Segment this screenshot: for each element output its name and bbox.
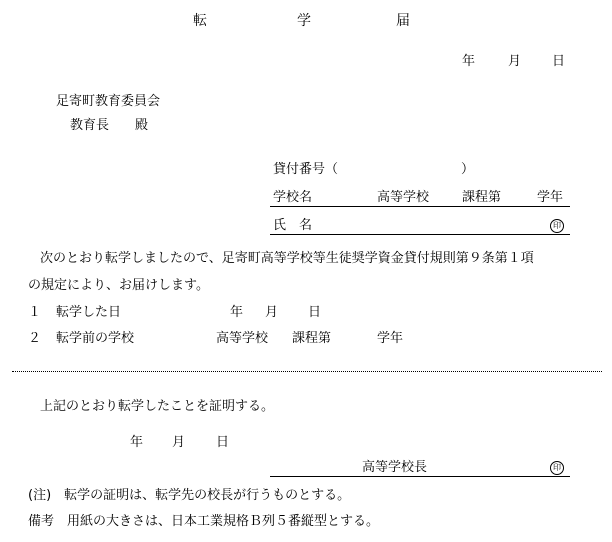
remark-text: 備考 用紙の大きさは、日本工業規格Ｂ列５番縦型とする。 xyxy=(28,514,380,529)
applicant-course: 課程第 xyxy=(462,190,502,205)
body-text-line2: の規定により、お届けします。 xyxy=(28,278,209,293)
item-1-year: 年 xyxy=(230,305,244,320)
name-label: 氏 名 xyxy=(273,218,313,233)
item-2-course: 課程第 xyxy=(292,331,332,346)
loan-number-label: 貸付番号（ xyxy=(273,162,339,177)
item-2-high-school: 高等学校 xyxy=(216,331,269,346)
top-date-month: 月 xyxy=(508,54,522,69)
principal-label: 高等学校長 xyxy=(362,460,428,475)
school-name-underline xyxy=(270,206,570,207)
top-date-day: 日 xyxy=(552,54,566,69)
item-1-day: 日 xyxy=(308,305,322,320)
item-1-month: 月 xyxy=(265,305,279,320)
body-text-line1: 次のとおり転学しましたので、足寄町高等学校等生徒奨学資金貸付規則第９条第１項 xyxy=(40,251,534,266)
certification-year: 年 xyxy=(130,435,144,450)
item-1-number: １ xyxy=(28,305,42,320)
certification-text: 上記のとおり転学したことを証明する。 xyxy=(40,399,275,414)
loan-number-close: ） xyxy=(461,162,475,177)
dotted-separator xyxy=(12,371,602,372)
item-1-label: 転学した日 xyxy=(56,305,122,320)
applicant-grade: 学年 xyxy=(537,190,564,205)
note-text: (注) 転学の証明は、転学先の校長が行うものとする。 xyxy=(28,488,351,503)
school-name-label: 学校名 xyxy=(273,190,313,205)
name-underline xyxy=(270,234,570,235)
principal-seal: 印 xyxy=(550,461,564,475)
principal-underline xyxy=(270,476,570,477)
applicant-seal: 印 xyxy=(550,219,564,233)
title-char-1: 転 xyxy=(193,13,207,29)
item-2-number: ２ xyxy=(28,331,42,346)
addressee-recipient: 教育長 殿 xyxy=(70,118,149,133)
top-date-year: 年 xyxy=(462,54,476,69)
item-2-label: 転学前の学校 xyxy=(56,331,135,346)
title-char-2: 学 xyxy=(297,13,311,29)
title-char-3: 届 xyxy=(396,13,410,29)
applicant-high-school: 高等学校 xyxy=(377,190,430,205)
certification-month: 月 xyxy=(172,435,186,450)
certification-day: 日 xyxy=(216,435,230,450)
item-2-grade: 学年 xyxy=(377,331,404,346)
addressee-org: 足寄町教育委員会 xyxy=(56,94,161,109)
